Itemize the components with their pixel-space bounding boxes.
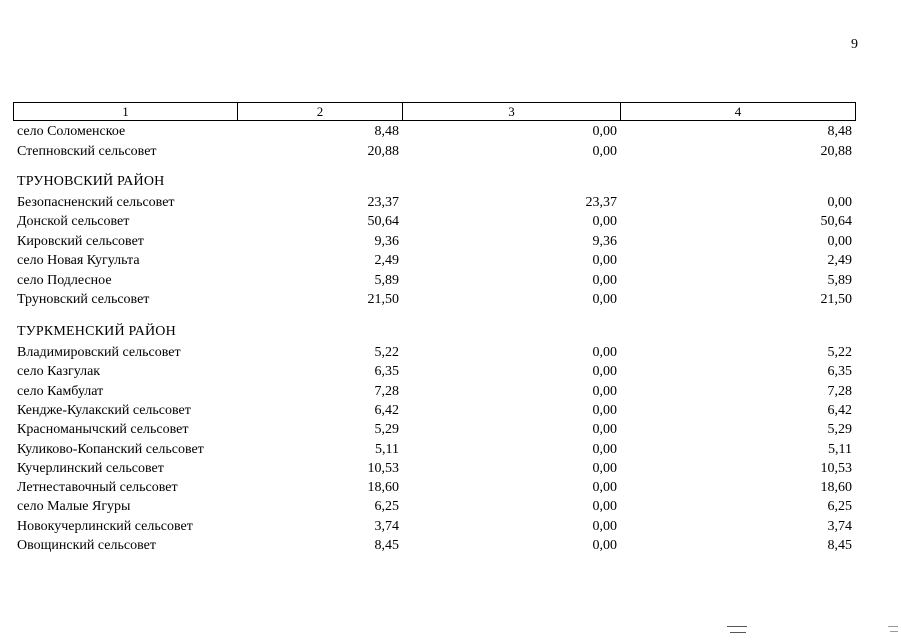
row-value-col-2: 2,49 — [374, 253, 399, 269]
row-value-col-2: 6,35 — [374, 364, 399, 380]
row-name: село Новая Кугульта — [17, 253, 140, 269]
page-number: 9 — [851, 37, 858, 52]
header-col-4: 4 — [734, 104, 742, 119]
table-row — [0, 123, 901, 141]
row-value-col-4: 3,74 — [827, 518, 852, 534]
row-value-col-3: 0,00 — [592, 253, 617, 269]
row-value-col-3: 0,00 — [592, 441, 617, 457]
row-name: село Малые Ягуры — [17, 499, 131, 515]
row-name: село Соломенское — [17, 124, 126, 139]
scan-mark — [888, 626, 898, 627]
row-value-col-3: 0,00 — [592, 292, 617, 307]
row-value-col-2: 5,11 — [375, 441, 399, 457]
row-value-col-4: 50,64 — [820, 214, 852, 230]
row-value-col-2: 20,88 — [367, 143, 399, 159]
row-name: Владимировский сельсовет — [17, 345, 181, 360]
row-value-col-2: 5,89 — [374, 272, 399, 288]
row-value-col-3: 0,00 — [592, 402, 617, 418]
row-name: Кучерлинский сельсовет — [17, 460, 164, 476]
section-title-turkmensky: ТУРКМЕНСКИЙ РАЙОН — [17, 324, 176, 339]
row-value-col-4: 5,89 — [827, 272, 852, 288]
row-value-col-3: 9,36 — [592, 233, 617, 249]
row-value-col-3: 0,00 — [592, 383, 617, 399]
table-row — [0, 460, 901, 478]
row-value-col-2: 8,48 — [374, 124, 399, 139]
row-value-col-3: 23,37 — [585, 195, 617, 210]
row-value-col-3: 0,00 — [592, 124, 617, 139]
table-row — [0, 518, 901, 536]
row-name: Донской сельсовет — [17, 214, 130, 230]
table-row — [0, 537, 901, 555]
row-value-col-2: 10,53 — [367, 460, 399, 476]
table-row — [0, 213, 901, 231]
row-value-col-3: 0,00 — [592, 364, 617, 380]
section-title-trunovsky: ТРУНОВСКИЙ РАЙОН — [17, 174, 165, 189]
row-value-col-2: 18,60 — [367, 480, 399, 496]
row-name: Степновский сельсовет — [17, 143, 157, 159]
row-name: село Камбулат — [17, 383, 104, 399]
row-value-col-4: 18,60 — [820, 480, 852, 496]
row-value-col-4: 21,50 — [820, 292, 852, 307]
row-value-col-4: 20,88 — [820, 143, 852, 159]
row-name: Кендже-Кулакский сельсовет — [17, 402, 191, 418]
row-value-col-4: 6,25 — [827, 499, 852, 515]
scan-mark — [890, 631, 898, 632]
header-col-1: 1 — [14, 103, 238, 120]
table-row — [0, 233, 901, 251]
row-value-col-4: 10,53 — [820, 460, 852, 476]
table-row — [0, 194, 901, 212]
table-row — [0, 272, 901, 290]
table-header — [13, 102, 856, 121]
row-name: Новокучерлинский сельсовет — [17, 518, 193, 534]
row-value-col-3: 0,00 — [592, 499, 617, 515]
row-value-col-2: 6,25 — [374, 499, 399, 515]
scan-mark — [727, 626, 747, 627]
row-value-col-2: 7,28 — [374, 383, 399, 399]
row-value-col-4: 6,42 — [827, 402, 852, 418]
row-value-col-2: 6,42 — [374, 402, 399, 418]
row-value-col-4: 2,49 — [827, 253, 852, 269]
row-value-col-3: 0,00 — [592, 538, 617, 553]
table-row — [0, 363, 901, 381]
row-value-col-4: 0,00 — [827, 195, 852, 210]
row-value-col-2: 23,37 — [367, 195, 399, 210]
row-value-col-2: 8,45 — [374, 538, 399, 553]
row-value-col-4: 5,29 — [827, 422, 852, 438]
table-row — [0, 479, 901, 497]
row-name: Красноманычский сельсовет — [17, 422, 189, 438]
table-row — [0, 143, 901, 161]
row-value-col-2: 9,36 — [374, 233, 399, 249]
row-value-col-3: 0,00 — [592, 345, 617, 360]
row-value-col-4: 7,28 — [827, 383, 852, 399]
table-row — [0, 498, 901, 516]
scan-mark — [730, 632, 746, 633]
row-value-col-2: 21,50 — [367, 292, 399, 307]
row-name: Труновский сельсовет — [17, 292, 150, 307]
table-row — [0, 291, 901, 309]
table-row — [0, 252, 901, 270]
row-value-col-3: 0,00 — [592, 480, 617, 496]
row-name: село Подлесное — [17, 272, 112, 288]
table-row — [0, 421, 901, 439]
row-value-col-3: 0,00 — [592, 460, 617, 476]
row-value-col-2: 5,29 — [374, 422, 399, 438]
row-value-col-4: 6,35 — [827, 364, 852, 380]
table-row — [0, 402, 901, 420]
row-value-col-4: 5,11 — [828, 441, 852, 457]
table-row — [0, 344, 901, 362]
row-value-col-3: 0,00 — [592, 143, 617, 159]
table-row — [0, 441, 901, 459]
row-value-col-4: 5,22 — [827, 345, 852, 360]
header-col-3: 3 — [403, 103, 621, 120]
table-row — [0, 383, 901, 401]
row-value-col-2: 50,64 — [367, 214, 399, 230]
row-value-col-2: 3,74 — [374, 518, 399, 534]
row-value-col-4: 0,00 — [827, 233, 852, 249]
row-value-col-3: 0,00 — [592, 422, 617, 438]
row-name: село Казгулак — [17, 364, 101, 380]
row-name: Кировский сельсовет — [17, 233, 144, 249]
row-value-col-4: 8,45 — [827, 538, 852, 553]
row-value-col-3: 0,00 — [592, 518, 617, 534]
row-name: Куликово-Копанский сельсовет — [17, 441, 204, 457]
row-value-col-2: 5,22 — [374, 345, 399, 360]
row-name: Летнеставочный сельсовет — [17, 480, 178, 496]
row-value-col-3: 0,00 — [592, 272, 617, 288]
row-name: Безопасненский сельсовет — [17, 195, 175, 210]
row-name: Овощинский сельсовет — [17, 538, 156, 553]
row-value-col-3: 0,00 — [592, 214, 617, 230]
row-value-col-4: 8,48 — [827, 124, 852, 139]
header-col-2: 2 — [238, 103, 403, 120]
